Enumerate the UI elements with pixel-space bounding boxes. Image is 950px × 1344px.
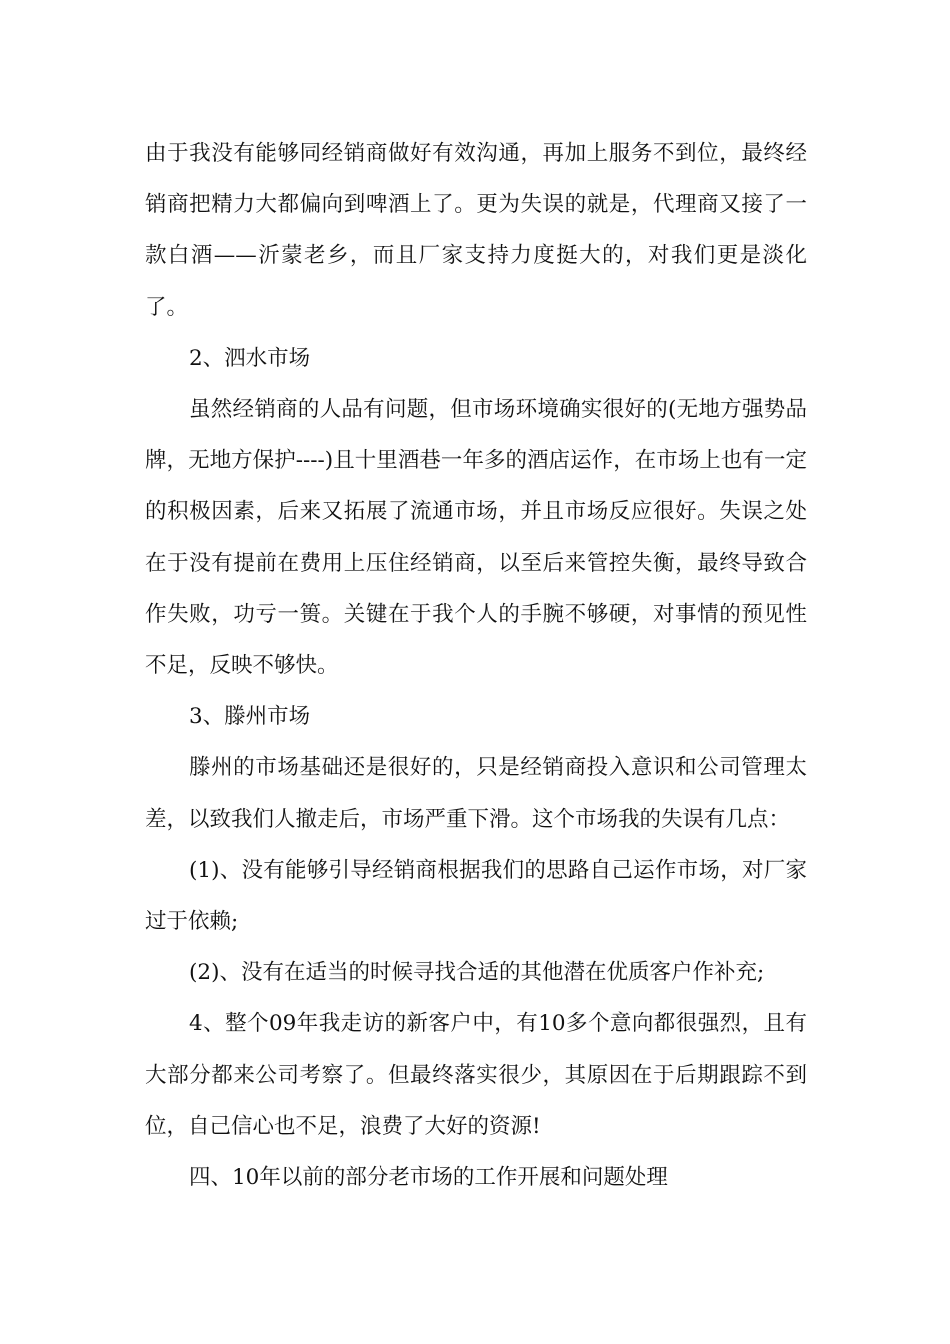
paragraph-intro: 由于我没有能够同经销商做好有效沟通，再加上服务不到位，最终经销商把精力大都偏向到啤酒上了。更为失误的就是，代理商又接了一款白酒——沂蒙老乡，而且厂家支持力度挺大的，对我们更是淡化了。 <box>145 141 807 320</box>
section-heading-four: 四、10年以前的部分老市场的工作开展和问题处理 <box>189 1165 668 1191</box>
paragraph-tengzhou: 滕州的市场基础还是很好的，只是经销商投入意识和公司管理太差，以致我们人撤走后，市场严重下滑。这个市场我的失误有几点： <box>145 755 807 832</box>
paragraph-new-clients: 4、整个09年我走访的新客户中，有10多个意向都很强烈，且有大部分都来公司考察了。但最终落实很少，其原因在于后期跟踪不到位，自己信心也不足，浪费了大好的资源! <box>145 1011 807 1139</box>
list-item-1: (1)、没有能够引导经销商根据我们的思路自己运作市场，对厂家过于依赖; <box>145 857 807 935</box>
document-body <box>145 128 807 1203</box>
heading-tengzhou-market: 3、滕州市场 <box>189 704 311 730</box>
list-item-2: (2)、没有在适当的时候寻找合适的其他潜在优质客户作补充; <box>189 960 765 986</box>
paragraph-sishui: 虽然经销商的人品有问题，但市场环境确实很好的(无地方强势品牌，无地方保护----)且十里酒巷一年多的酒店运作，在市场上也有一定的积极因素，后来又拓展了流通市场，并且市场反应很好。失误之处在于没有提前在费用上压住经销商，以至后来管控失衡，最终导致合作失败，功亏一篑。关键在于我个人的手腕不够硬，对事情的预见性不足，反映不够快。 <box>145 397 807 679</box>
heading-sishui-market: 2、泗水市场 <box>189 345 311 371</box>
